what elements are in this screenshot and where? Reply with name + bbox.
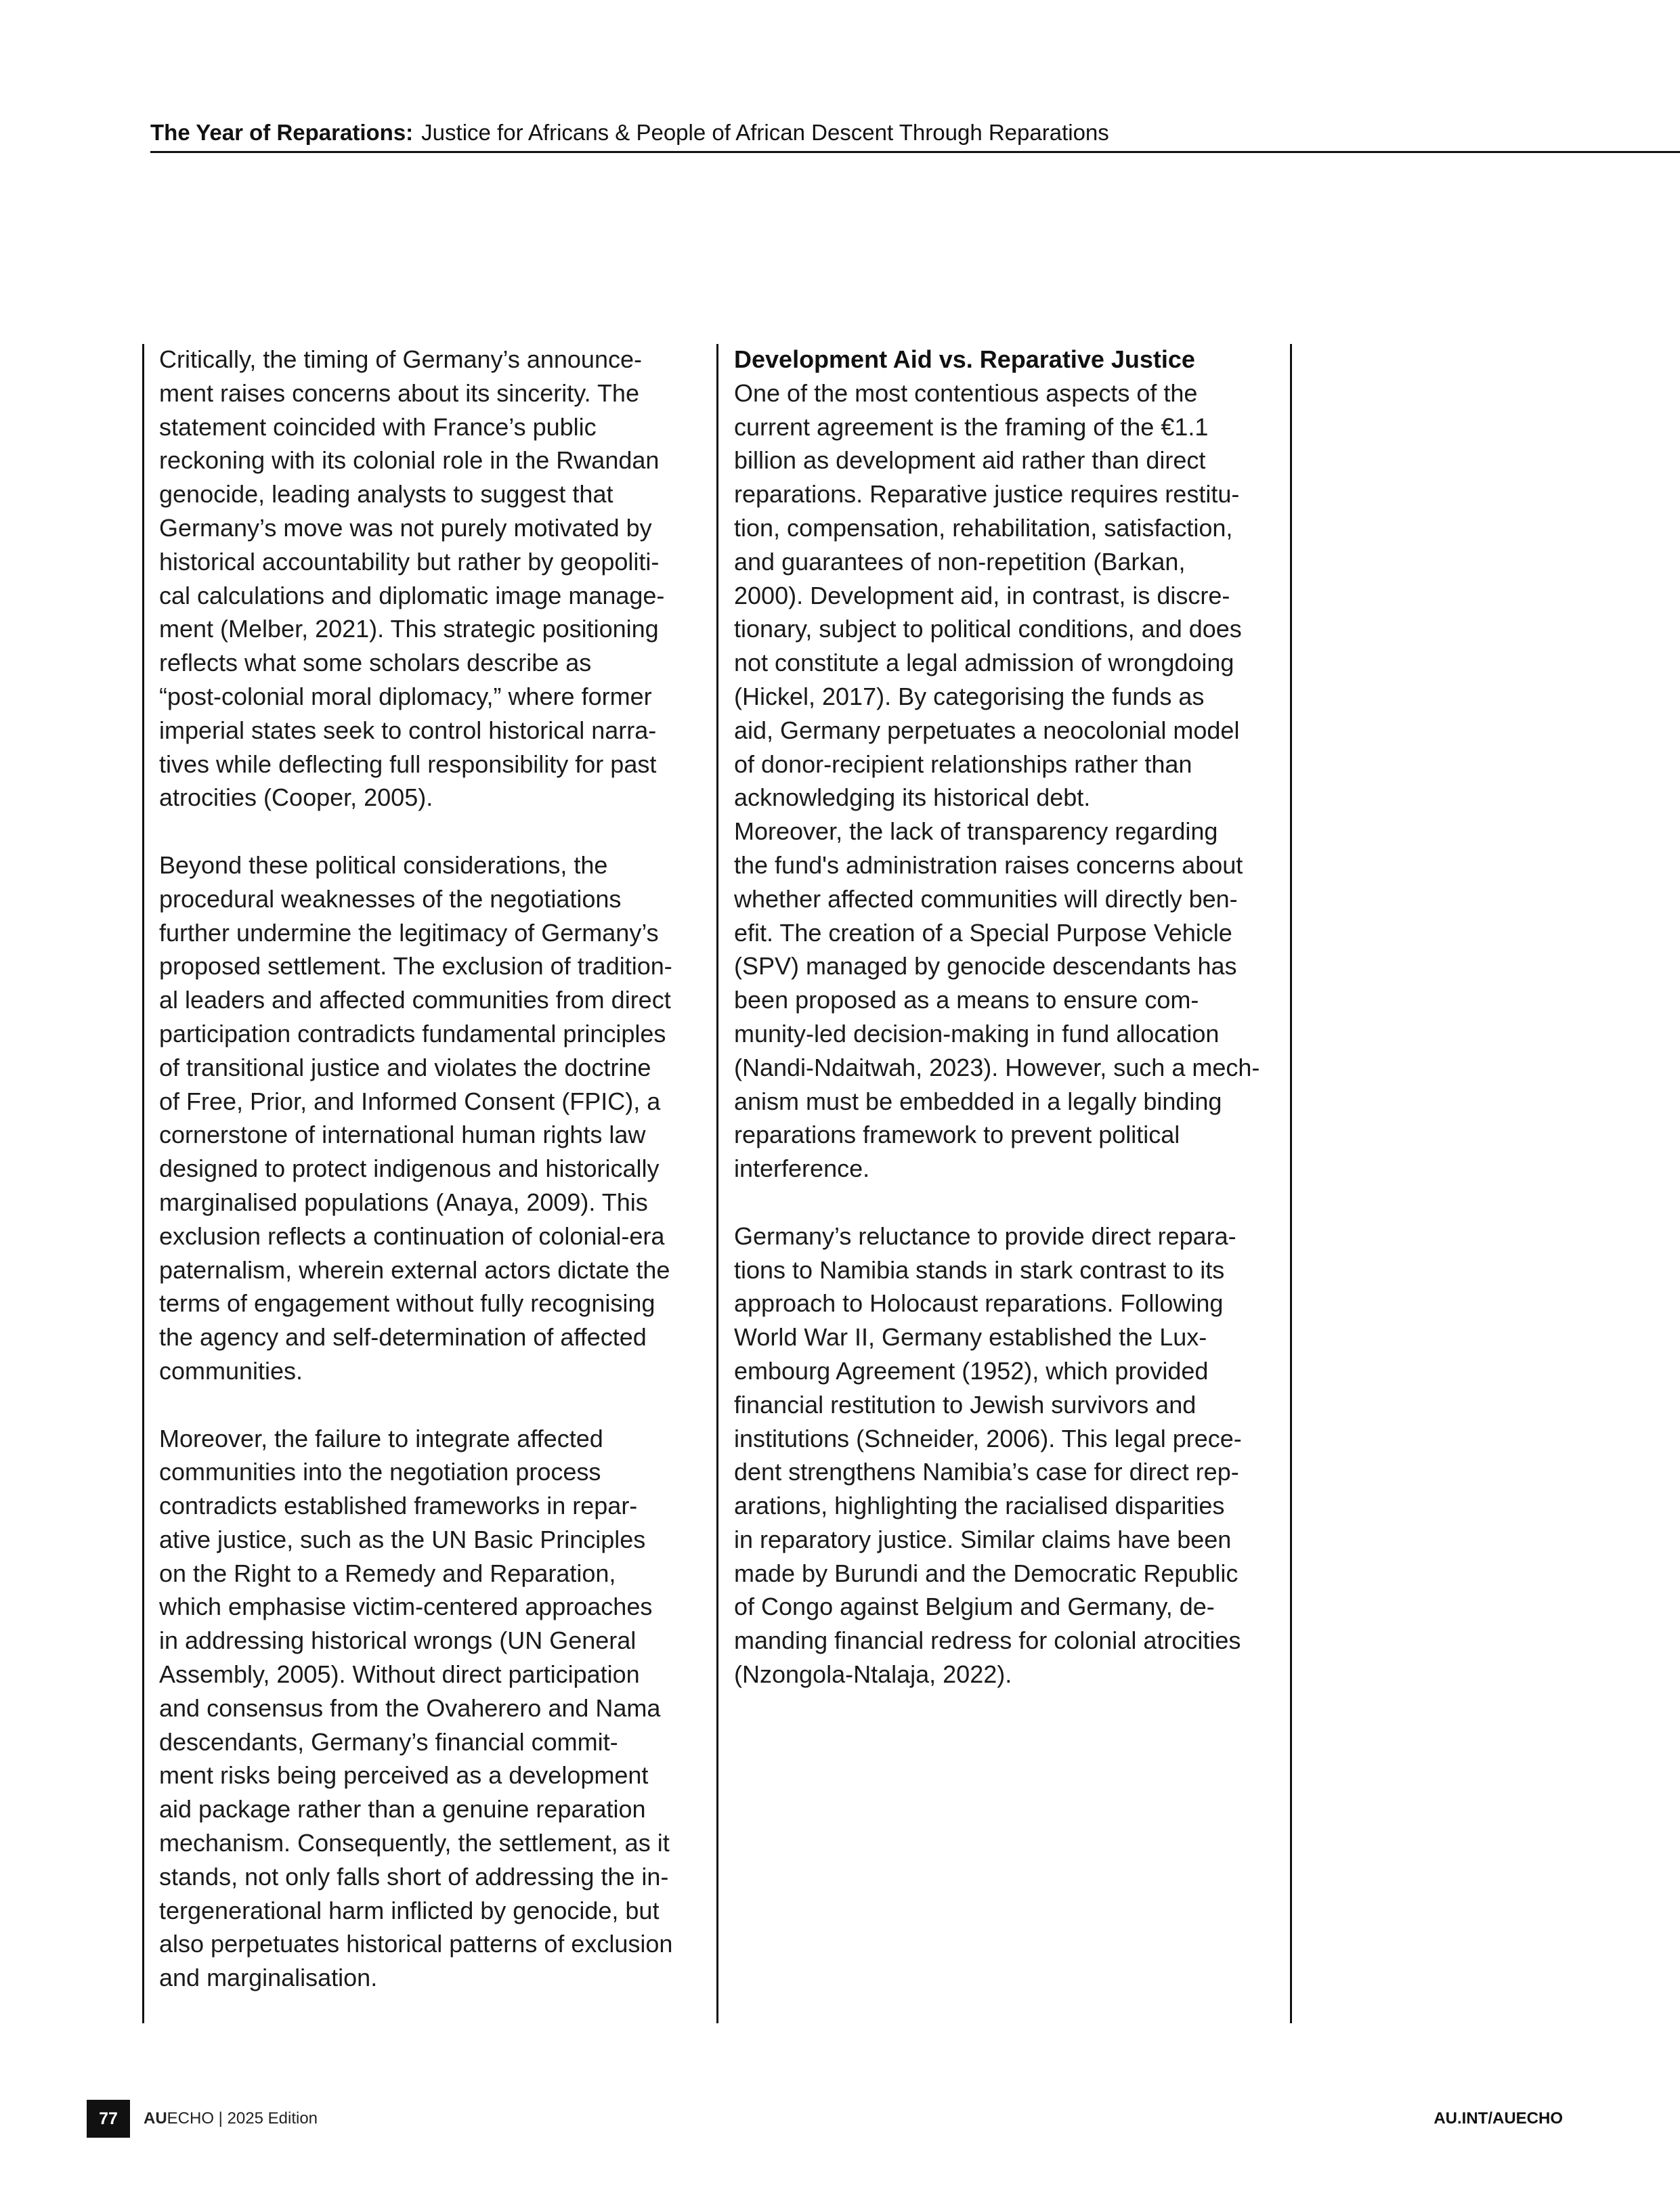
middle-column-rule <box>716 344 718 2023</box>
text-line: of donor-recipient relationships rather than <box>734 750 1192 778</box>
text-line: al leaders and affected communities from direct <box>159 986 671 1014</box>
text-line: tergenerational harm inflicted by genocide, but <box>159 1896 660 1924</box>
body-paragraph <box>734 1220 1259 1691</box>
text-line: further undermine the legitimacy of Germany’s <box>159 918 659 947</box>
text-line: (Nandi-Ndaitwah, 2023). However, such a mech- <box>734 1053 1260 1081</box>
text-line: financial restitution to Jewish survivors and <box>734 1390 1197 1419</box>
text-line: and guarantees of non-repetition (Barkan, <box>734 547 1186 576</box>
text-line: made by Burundi and the Democratic Republic <box>734 1559 1239 1587</box>
text-line: communities. <box>159 1356 303 1385</box>
header-subtitle: Justice for Africans & People of African Descent Through Reparations <box>421 120 1109 145</box>
section-heading: Development Aid vs. Reparative Justice <box>734 345 1195 373</box>
text-line: tives while deflecting full responsibility for past <box>159 750 657 778</box>
text-line: and consensus from the Ovaherero and Nama <box>159 1694 661 1722</box>
text-line: tionary, subject to political conditions, and does <box>734 615 1242 643</box>
text-line: reflects what some scholars describe as <box>159 649 592 677</box>
text-line: Beyond these political considerations, the <box>159 850 608 879</box>
text-line: aid, Germany perpetuates a neocolonial model <box>734 716 1240 744</box>
body-paragraph <box>734 376 1259 815</box>
text-line: 2000). Development aid, in contrast, is discre- <box>734 581 1230 609</box>
series-title: The Year of Reparations: <box>150 120 414 145</box>
text-line: terms of engagement without fully recognising <box>159 1289 655 1318</box>
text-line: not constitute a legal admission of wrongdoing <box>734 649 1234 677</box>
text-line: contradicts established frameworks in repar- <box>159 1492 638 1520</box>
text-line: munity-led decision-making in fund allocation <box>734 1019 1220 1048</box>
text-line: marginalised populations (Anaya, 2009). This <box>159 1188 648 1216</box>
text-line: of transitional justice and violates the doctrine <box>159 1053 651 1081</box>
text-line: billion as development aid rather than direct <box>734 446 1206 475</box>
text-line: the fund's administration raises concerns about <box>734 850 1243 879</box>
footer-edition: ECHO | 2025 Edition <box>167 2109 318 2128</box>
text-line: whether affected communities will directly ben- <box>734 884 1238 913</box>
text-line: embourg Agreement (1952), which provided <box>734 1356 1209 1385</box>
text-line: paternalism, wherein external actors dictate the <box>159 1255 670 1284</box>
text-line: ment risks being perceived as a development <box>159 1761 649 1790</box>
text-line: atrocities (Cooper, 2005). <box>159 783 433 812</box>
text-line: the agency and self-determination of affected <box>159 1323 647 1352</box>
text-line: Germany’s move was not purely motivated by <box>159 513 652 542</box>
paragraph-gap <box>734 1186 1259 1220</box>
text-line: (SPV) managed by genocide descendants has <box>734 952 1237 980</box>
text-line: Germany’s reluctance to provide direct repara- <box>734 1222 1236 1250</box>
body-paragraph <box>734 815 1259 1186</box>
text-line: interference. <box>734 1155 870 1183</box>
text-line: procedural weaknesses of the negotiations <box>159 884 622 913</box>
text-line: World War II, Germany established the Lux- <box>734 1323 1207 1352</box>
text-line: ative justice, such as the UN Basic Principles <box>159 1525 646 1553</box>
footer-brand: AU <box>144 2109 167 2128</box>
text-line: cornerstone of international human rights law <box>159 1121 646 1149</box>
text-line: mechanism. Consequently, the settlement, as it <box>159 1829 670 1857</box>
text-line: efit. The creation of a Special Purpose Vehicle <box>734 918 1232 947</box>
text-line: and marginalisation. <box>159 1964 378 1992</box>
text-line: tion, compensation, rehabilitation, satisfaction, <box>734 513 1233 542</box>
text-line: participation contradicts fundamental principles <box>159 1019 666 1048</box>
text-line: designed to protect indigenous and historically <box>159 1155 660 1183</box>
text-line: “post-colonial moral diplomacy,” where former <box>159 682 652 710</box>
header-rule <box>150 151 1680 153</box>
text-line: anism must be embedded in a legally binding <box>734 1087 1222 1115</box>
text-line: (Hickel, 2017). By categorising the funds as <box>734 682 1205 710</box>
text-line: also perpetuates historical patterns of exclusion <box>159 1930 673 1958</box>
text-line: tions to Namibia stands in stark contrast to its <box>734 1255 1225 1284</box>
text-line: Moreover, the lack of transparency regarding <box>734 817 1218 846</box>
text-line: Critically, the timing of Germany’s announce- <box>159 345 642 373</box>
text-line: Assembly, 2005). Without direct participation <box>159 1660 640 1689</box>
text-line: dent strengthens Namibia’s case for direct rep- <box>734 1458 1239 1486</box>
text-line: cal calculations and diplomatic image manage- <box>159 581 665 609</box>
text-line: acknowledging its historical debt. <box>734 783 1091 812</box>
text-line: current agreement is the framing of the €1.1 <box>734 412 1209 441</box>
paragraph-gap <box>159 1388 672 1422</box>
text-line: of Congo against Belgium and Germany, de- <box>734 1593 1215 1621</box>
text-line: exclusion reflects a continuation of colonial-era <box>159 1222 665 1250</box>
text-line: reparations. Reparative justice requires restitu- <box>734 480 1240 509</box>
text-line: descendants, Germany’s financial commit- <box>159 1727 618 1756</box>
right-column <box>734 343 1259 1691</box>
text-line: stands, not only falls short of addressing the in- <box>159 1862 669 1891</box>
text-line: in addressing historical wrongs (UN General <box>159 1626 637 1655</box>
footer-publication <box>144 2107 318 2131</box>
text-line: approach to Holocaust reparations. Following <box>734 1289 1224 1318</box>
body-paragraph <box>159 848 672 1388</box>
text-line: imperial states seek to control historical narra- <box>159 716 657 744</box>
left-column-rule <box>142 344 144 2023</box>
text-line: aid package rather than a genuine reparation <box>159 1795 646 1824</box>
text-line: statement coincided with France’s public <box>159 412 597 441</box>
body-paragraph <box>159 1422 672 1996</box>
text-line: manding financial redress for colonial atrocities <box>734 1626 1241 1655</box>
text-line: which emphasise victim-centered approaches <box>159 1593 653 1621</box>
text-line: (Nzongola-Ntalaja, 2022). <box>734 1660 1012 1689</box>
paragraph-gap <box>159 815 672 848</box>
text-line: reckoning with its colonial role in the Rwandan <box>159 446 660 475</box>
text-line: historical accountability but rather by geopoliti- <box>159 547 660 576</box>
footer-url: AU.INT/AUECHO <box>1434 2109 1563 2128</box>
text-line: in reparatory justice. Similar claims have been <box>734 1525 1232 1553</box>
text-line: proposed settlement. The exclusion of tradition- <box>159 952 672 980</box>
right-column-rule <box>1290 344 1292 2023</box>
text-line: been proposed as a means to ensure com- <box>734 986 1199 1014</box>
text-line: genocide, leading analysts to suggest that <box>159 480 613 509</box>
text-line: institutions (Schneider, 2006). This legal prece- <box>734 1424 1242 1452</box>
text-line: arations, highlighting the racialised disparities <box>734 1492 1225 1520</box>
text-line: communities into the negotiation process <box>159 1458 601 1486</box>
text-line: of Free, Prior, and Informed Consent (FPIC), a <box>159 1087 661 1115</box>
page-number: 77 <box>87 2100 130 2138</box>
body-paragraph <box>159 343 672 815</box>
text-line: One of the most contentious aspects of the <box>734 379 1198 407</box>
text-line: ment raises concerns about its sincerity. The <box>159 379 639 407</box>
text-line: on the Right to a Remedy and Reparation, <box>159 1559 616 1587</box>
text-line: ment (Melber, 2021). This strategic positioning <box>159 615 659 643</box>
text-line: reparations framework to prevent political <box>734 1121 1180 1149</box>
left-column <box>159 343 672 1995</box>
running-header <box>150 118 1109 148</box>
text-line: Moreover, the failure to integrate affected <box>159 1424 603 1452</box>
